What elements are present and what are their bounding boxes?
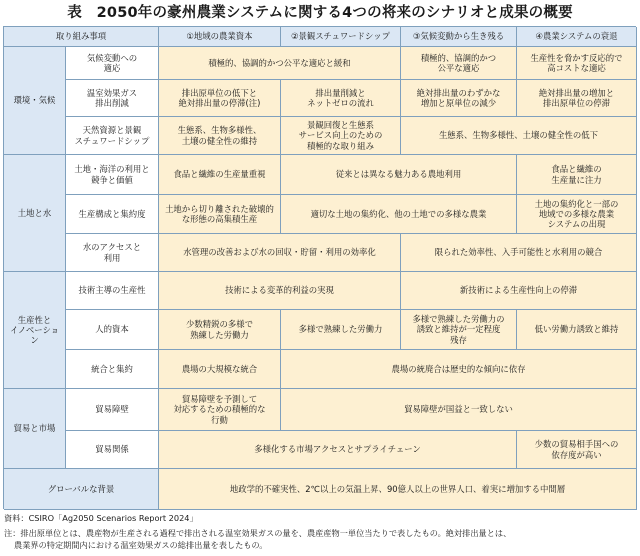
row-label-ghg-reduction: 温室効果ガス 排出削減	[66, 80, 159, 117]
cell-r2-s2: 排出量削減と ネットゼロの流れ	[281, 80, 401, 117]
row-label-water-access: 水のアクセスと 利用	[66, 234, 159, 272]
source-note: 資料：CSIRO「Ag2050 Scenarios Report 2024」	[4, 513, 198, 523]
cell-r2-s3: 絶対排出量のわずかな 増加と原単位の減少	[401, 80, 517, 117]
row-label-human-capital: 人的資本	[66, 310, 159, 350]
cell-r11-s4: 少数の貿易相手国への 依存度が高い	[517, 431, 637, 469]
header-scenario-1: ①地域の農業資本	[159, 27, 281, 47]
cell-r1-s3: 積極的、協調的かつ 公平な適応	[401, 47, 517, 80]
row-label-natural-resources: 天然資源と景観 スチュワードシップ	[66, 117, 159, 155]
cell-r4-s4: 食品と繊維の 生産量に注力	[517, 155, 637, 195]
footnote-line-1: 注：排出原単位とは、農産物が生産される過程で排出される温室効果ガスの量を、農産産物一単位当たりで表したもの。絶対排出量とは、	[4, 528, 512, 538]
footnote-line-2: 農業界の特定期間内における温室効果ガスの総排出量を表したもの。	[14, 540, 268, 550]
header-scenario-4: ④農業システムの衰退	[517, 27, 637, 47]
cell-r7-s34: 新技術による生産性向上の停滞	[401, 272, 637, 310]
row-label-consolidation: 統合と集約	[66, 350, 159, 389]
cell-r2-s1: 排出原単位の低下と 絶対排出量の停滞(注)	[159, 80, 281, 117]
row-label-production-intensity: 生産構成と集約度	[66, 195, 159, 234]
scenario-table	[3, 26, 636, 509]
category-land-water: 土地と水	[4, 155, 66, 272]
row-label-trade-relations: 貿易関係	[66, 431, 159, 469]
cell-r8-s4: 低い労働力誘致と維持	[517, 310, 637, 350]
cell-r8-s1: 少数精鋭の多様で 熟練した労働力	[159, 310, 281, 350]
category-environment: 環境・気候	[4, 47, 66, 155]
header-actions: 取り組み事項	[4, 27, 159, 47]
cell-r3-s1: 生態系、生物多様性、 土壌の健全性の維持	[159, 117, 281, 155]
table-title: 表 2050年の豪州農業システムに関する4つの将来のシナリオと成果の概要	[67, 5, 573, 21]
cell-r4-s1: 食品と繊維の生産量重視	[159, 155, 281, 195]
row-label-climate-adaptation: 気候変動への 適応	[66, 47, 159, 80]
cell-r5-s4: 土地の集約化と一部の 地域での多様な農業 システムの出現	[517, 195, 637, 234]
header-scenario-2: ②景観スチュワードシップ	[281, 27, 401, 47]
cell-r9-s1: 農場の大規模な統合	[159, 350, 281, 389]
cell-r9-s234: 農場の統廃合は歴史的な傾向に依存	[281, 350, 637, 389]
cell-r3-s2: 景観回復と生態系 サービス向上のための 積極的な取り組み	[281, 117, 401, 155]
cell-r5-s23: 適切な土地の集約化、他の土地での多様な農業	[281, 195, 517, 234]
cell-r6-s34: 限られた効率性、入手可能性と水利用の競合	[401, 234, 637, 272]
cell-r6-s12: 水管理の改善および水の回収・貯留・利用の効率化	[159, 234, 401, 272]
row-label-land-sea-use: 土地・海洋の利用と 競争と価値	[66, 155, 159, 195]
row-label-global-context: グローバルな背景	[4, 469, 159, 510]
cell-r3-s34: 生態系、生物多様性、土壌の健全性の低下	[401, 117, 637, 155]
cell-r2-s4: 絶対排出量の増加と 排出原単位の停滞	[517, 80, 637, 117]
category-productivity: 生産性と イノベーション	[4, 272, 66, 389]
cell-r11-s123: 多様化する市場アクセスとサプライチェーン	[159, 431, 517, 469]
header-scenario-3: ③気候変動から生き残る	[401, 27, 517, 47]
cell-r8-s2: 多様で熟練した労働力	[281, 310, 401, 350]
cell-r10-s234: 貿易障壁が国益と一致しない	[281, 389, 637, 431]
category-trade: 貿易と市場	[4, 389, 66, 469]
cell-r10-s1: 貿易障壁を予測して 対応するための積極的な 行動	[159, 389, 281, 431]
cell-r4-s23: 従来とは異なる魅力ある農地利用	[281, 155, 517, 195]
cell-global-context: 地政学的不確実性、2℃以上の気温上昇、90億人以上の世界人口、着実に増加する中間層	[159, 469, 637, 510]
cell-r1-s12: 積極的、協調的かつ公平な適応と緩和	[159, 47, 401, 80]
row-label-tech-productivity: 技術主導の生産性	[66, 272, 159, 310]
cell-r8-s3: 多様で熟練した労働力の 誘致と維持が一定程度 残存	[401, 310, 517, 350]
cell-r7-s12: 技術による変革的利益の実現	[159, 272, 401, 310]
row-label-trade-barriers: 貿易障壁	[66, 389, 159, 431]
cell-r5-s1: 土地から切り離された破壊的 な形態の高集積生産	[159, 195, 281, 234]
cell-r1-s4: 生産性を脅かす反応的で 高コストな適応	[517, 47, 637, 80]
